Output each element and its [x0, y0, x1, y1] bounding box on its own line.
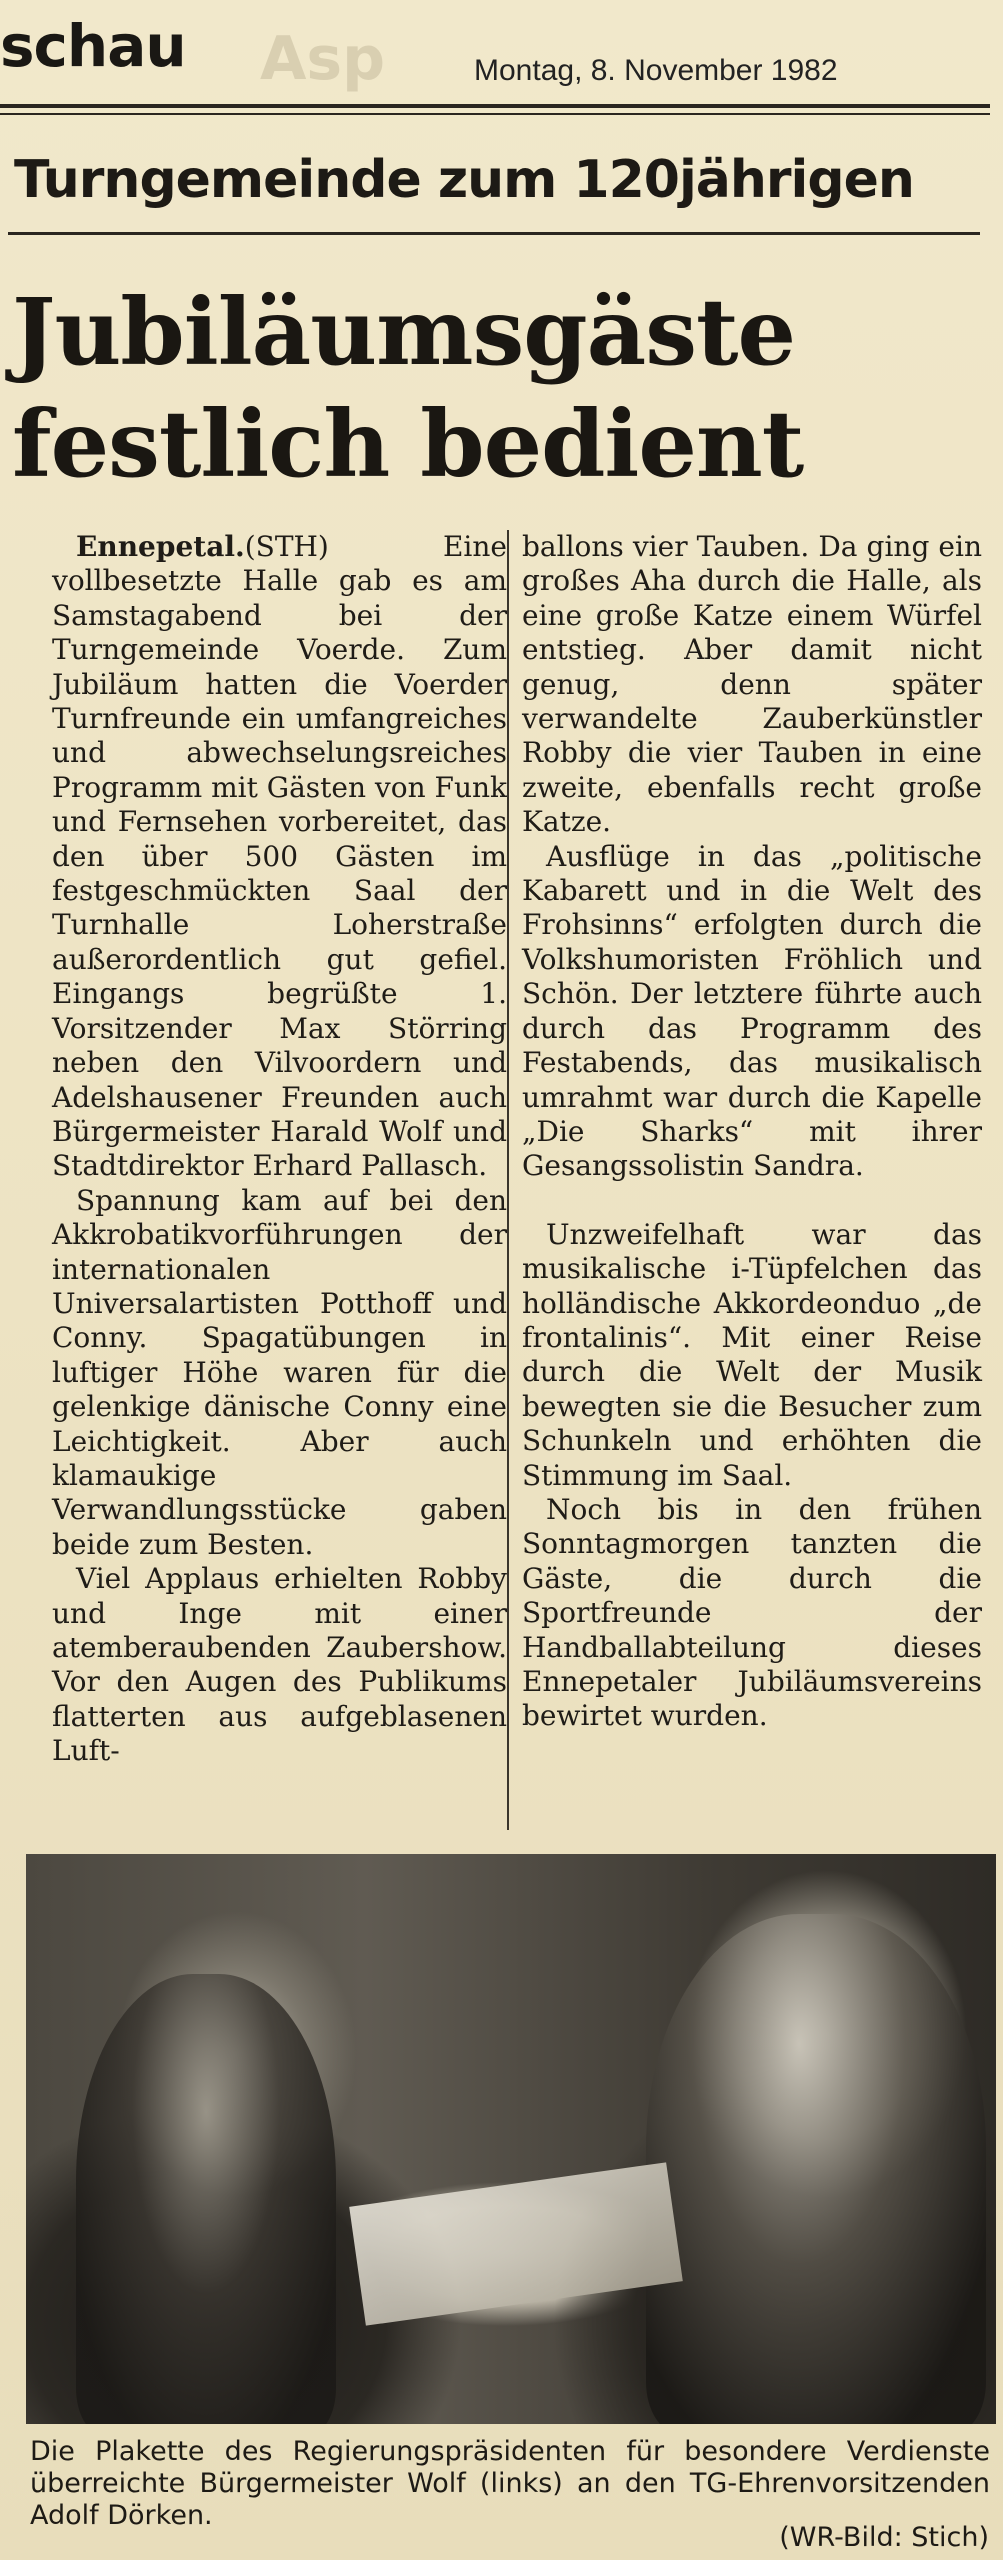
kicker-headline: Turngemeinde zum 120jährigen: [14, 150, 914, 210]
masthead: [0, 12, 1003, 108]
dateline: Ennepetal.: [76, 530, 245, 563]
issue-date: Montag, 8. November 1982: [474, 54, 838, 87]
photo-person-right: [646, 1914, 986, 2424]
paragraph-2: Spannung kam auf bei den Akkrobatikvorführungen der internationalen Universalartisten Potthoff und Conny. Spagatübungen in luftiger Höhe waren für die gelenkige dänische Conny eine Leichtigkeit. Aber auch klamaukige Verwandlungsstücke gaben beide zum Besten.: [52, 1183, 507, 1561]
column-divider: [507, 530, 509, 1830]
article-column-right: [522, 530, 982, 1734]
news-photo: [26, 1854, 996, 2424]
photo-person-left: [76, 1974, 336, 2424]
paragraph-1: [52, 530, 507, 1184]
kicker-rule: [8, 232, 980, 235]
photo-plaque: [349, 2162, 683, 2325]
paragraph-3: Viel Applaus erhielten Robby und Inge mit einer atemberaubenden Zaubershow. Vor den Augen des Publikums flatterten aus aufgeblasenen Luft-: [52, 1562, 507, 1768]
masthead-rule-thick: [0, 104, 990, 108]
main-headline: [12, 276, 992, 500]
paragraph-1-text: (STH) Eine vollbesetzte Halle gab es am Samstagabend bei der Turngemeinde Voerde. Zum Jubiläum hatten die Voerder Turnfreunde ein umfangreiches und abwechselungsreiches Programm mit Gästen von Funk und Fernsehen vorbereitet, das den über 500 Gästen im festgeschmückten Saal der Turnhalle Loherstraße außerordentlich gut gefiel. Eingangs begrüßte 1. Vorsitzender Max Störring neben den Vilvoordern und Adelshausener Freunden auch Bürgermeister Harald Wolf und Stadtdirektor Erhard Pallasch.: [52, 530, 507, 1183]
masthead-rule-thin: [0, 113, 990, 115]
paragraph-5: Ausflüge in das „politische Kabarett und in die Welt des Frohsinns“ erfolgten durch die Volkshumoristen Fröhlich und Schön. Der letztere führte auch durch das Programm des Festabends, das musikalisch umrahmt war durch die Kapelle „Die Sharks“ mit ihrer Gesangssolistin Sandra.: [522, 839, 982, 1183]
headline-line-2: festlich bedient: [12, 390, 804, 498]
paragraph-4: ballons vier Tauben. Da ging ein großes Aha durch die Halle, als eine große Katze einem Würfel entstieg. Aber damit nicht genug, denn später verwandelte Zauberkünstler Robby die vier Tauben in eine zweite, ebenfalls recht große Katze.: [522, 530, 982, 839]
bleed-through-text: Asp: [260, 24, 386, 94]
photo-caption: Die Plakette des Regierungspräsidenten für besondere Verdienste überreichte Bürgermeister Wolf (links) an den TG-Ehrenvorsitzenden Adolf Dörken.: [30, 2436, 990, 2531]
paragraph-7: Noch bis in den frühen Sonntagmorgen tanzten die Gäste, die durch die Sportfreunde der Handballabteilung dieses Ennepetaler Jubiläumsvereins bewirtet wurden.: [522, 1492, 982, 1733]
paragraph-6: Unzweifelhaft war das musikalische i-Tüpfelchen das holländische Akkordeonduo „de frontalinis“. Mit einer Reise durch die Welt der Musik bewegten sie die Besucher zum Schunkeln und erhöhten die Stimmung im Saal.: [522, 1217, 982, 1492]
headline-line-1: Jubiläumsgäste: [12, 278, 796, 386]
article-column-left: [52, 530, 507, 1769]
newspaper-name: schau: [0, 12, 186, 80]
photo-credit: (WR-Bild: Stich): [779, 2522, 989, 2553]
